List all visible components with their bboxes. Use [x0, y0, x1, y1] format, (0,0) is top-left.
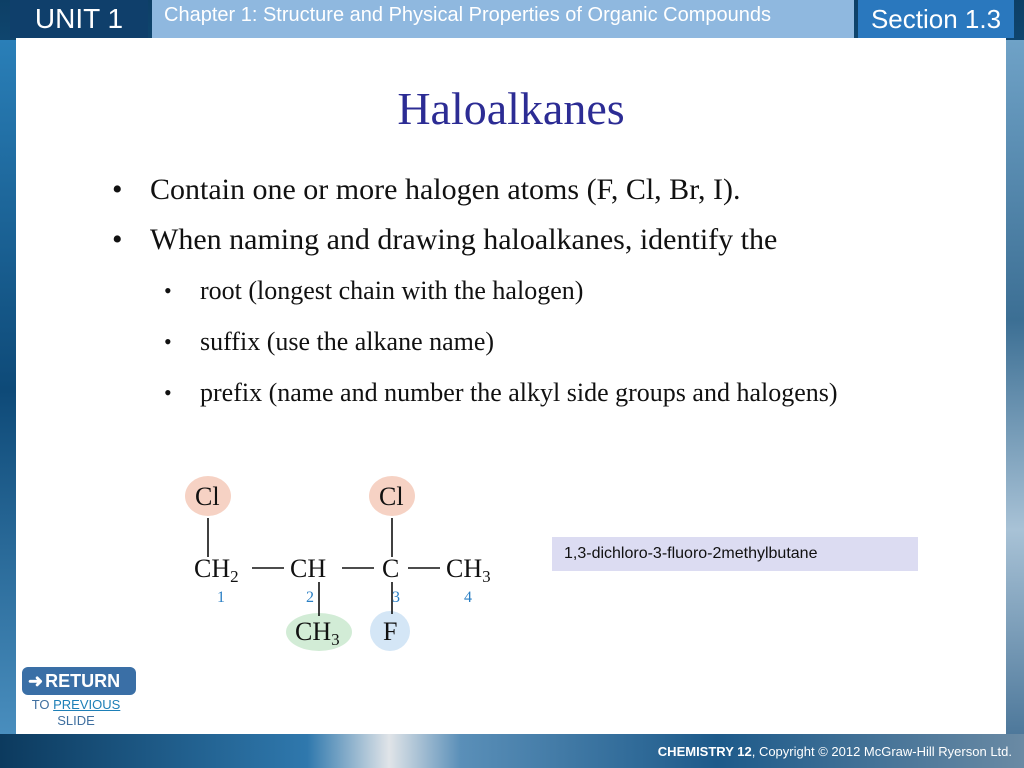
footer-book: CHEMISTRY 12 [657, 744, 752, 759]
bullet-text: Contain one or more halogen atoms (F, Cl, Br, I). [150, 173, 741, 206]
chlorine-label: Cl [379, 482, 404, 511]
subbullet-item [112, 323, 972, 361]
slide-panel [16, 38, 1006, 734]
bullet-dot-icon: • [112, 173, 123, 206]
bullet-list [112, 172, 972, 425]
fluorine-label: F [383, 617, 398, 646]
subbullet-text: root (longest chain with the halogen) [200, 276, 584, 305]
subbullet-text: suffix (use the alkane name) [200, 327, 495, 356]
chain-atom-1-symbol: CH [194, 554, 231, 583]
bullet-dot-icon: • [164, 329, 172, 354]
carbon-number: 2 [306, 589, 314, 606]
bullet-text: When naming and drawing haloalkanes, identify the [150, 223, 778, 256]
carbon-number: 4 [464, 589, 472, 606]
return-arrow-icon: ➜ [28, 671, 44, 691]
return-to-text: TO [31, 697, 54, 712]
footer-copyright [658, 744, 1012, 759]
subbullet-item [112, 374, 972, 412]
carbon-number: 3 [392, 589, 400, 606]
chlorine-label: Cl [195, 482, 220, 511]
molecule-structure [176, 474, 536, 694]
chain-atom-3: C [382, 554, 400, 583]
subbullet-item [112, 272, 972, 310]
compound-name-label: 1,3-dichloro-3-fluoro-2methylbutane [552, 537, 918, 571]
chain-atom-1-subscript: 2 [230, 567, 239, 586]
background-right-decoration [1006, 40, 1024, 740]
carbon-number: 1 [217, 589, 225, 606]
unit-label: UNIT 1 [10, 0, 148, 38]
slide-title: Haloalkanes [397, 83, 625, 134]
chain-atom-4-symbol: CH [446, 554, 483, 583]
slide-header [0, 0, 1024, 38]
chain-atom-4-subscript: 3 [482, 567, 491, 586]
return-button[interactable] [22, 667, 136, 695]
bullet-dot-icon: • [164, 380, 172, 405]
bullet-item [112, 172, 972, 208]
subbullet-text: prefix (name and number the alkyl side groups and halogens) [200, 378, 838, 407]
return-subtext [22, 697, 130, 729]
methyl-subscript: 3 [331, 630, 340, 649]
chain-atom-2: CH [290, 554, 327, 583]
bullet-dot-icon: • [112, 223, 123, 256]
return-button-label: RETURN [45, 671, 121, 691]
footer-copyright-text: , Copyright © 2012 McGraw-Hill Ryerson Ltd. [751, 744, 1012, 759]
previous-link[interactable]: PREVIOUS [53, 697, 121, 712]
bullet-item [112, 222, 972, 258]
methyl-symbol: CH [295, 617, 332, 646]
chapter-label: Chapter 1: Structure and Physical Properties of Organic Compounds [152, 0, 854, 38]
return-slide-text: SLIDE [57, 713, 95, 728]
chain-atom-4 [446, 554, 491, 586]
bullet-dot-icon: • [164, 278, 172, 303]
section-label: Section 1.3 [858, 0, 1014, 38]
chain-atom-1 [194, 554, 239, 586]
